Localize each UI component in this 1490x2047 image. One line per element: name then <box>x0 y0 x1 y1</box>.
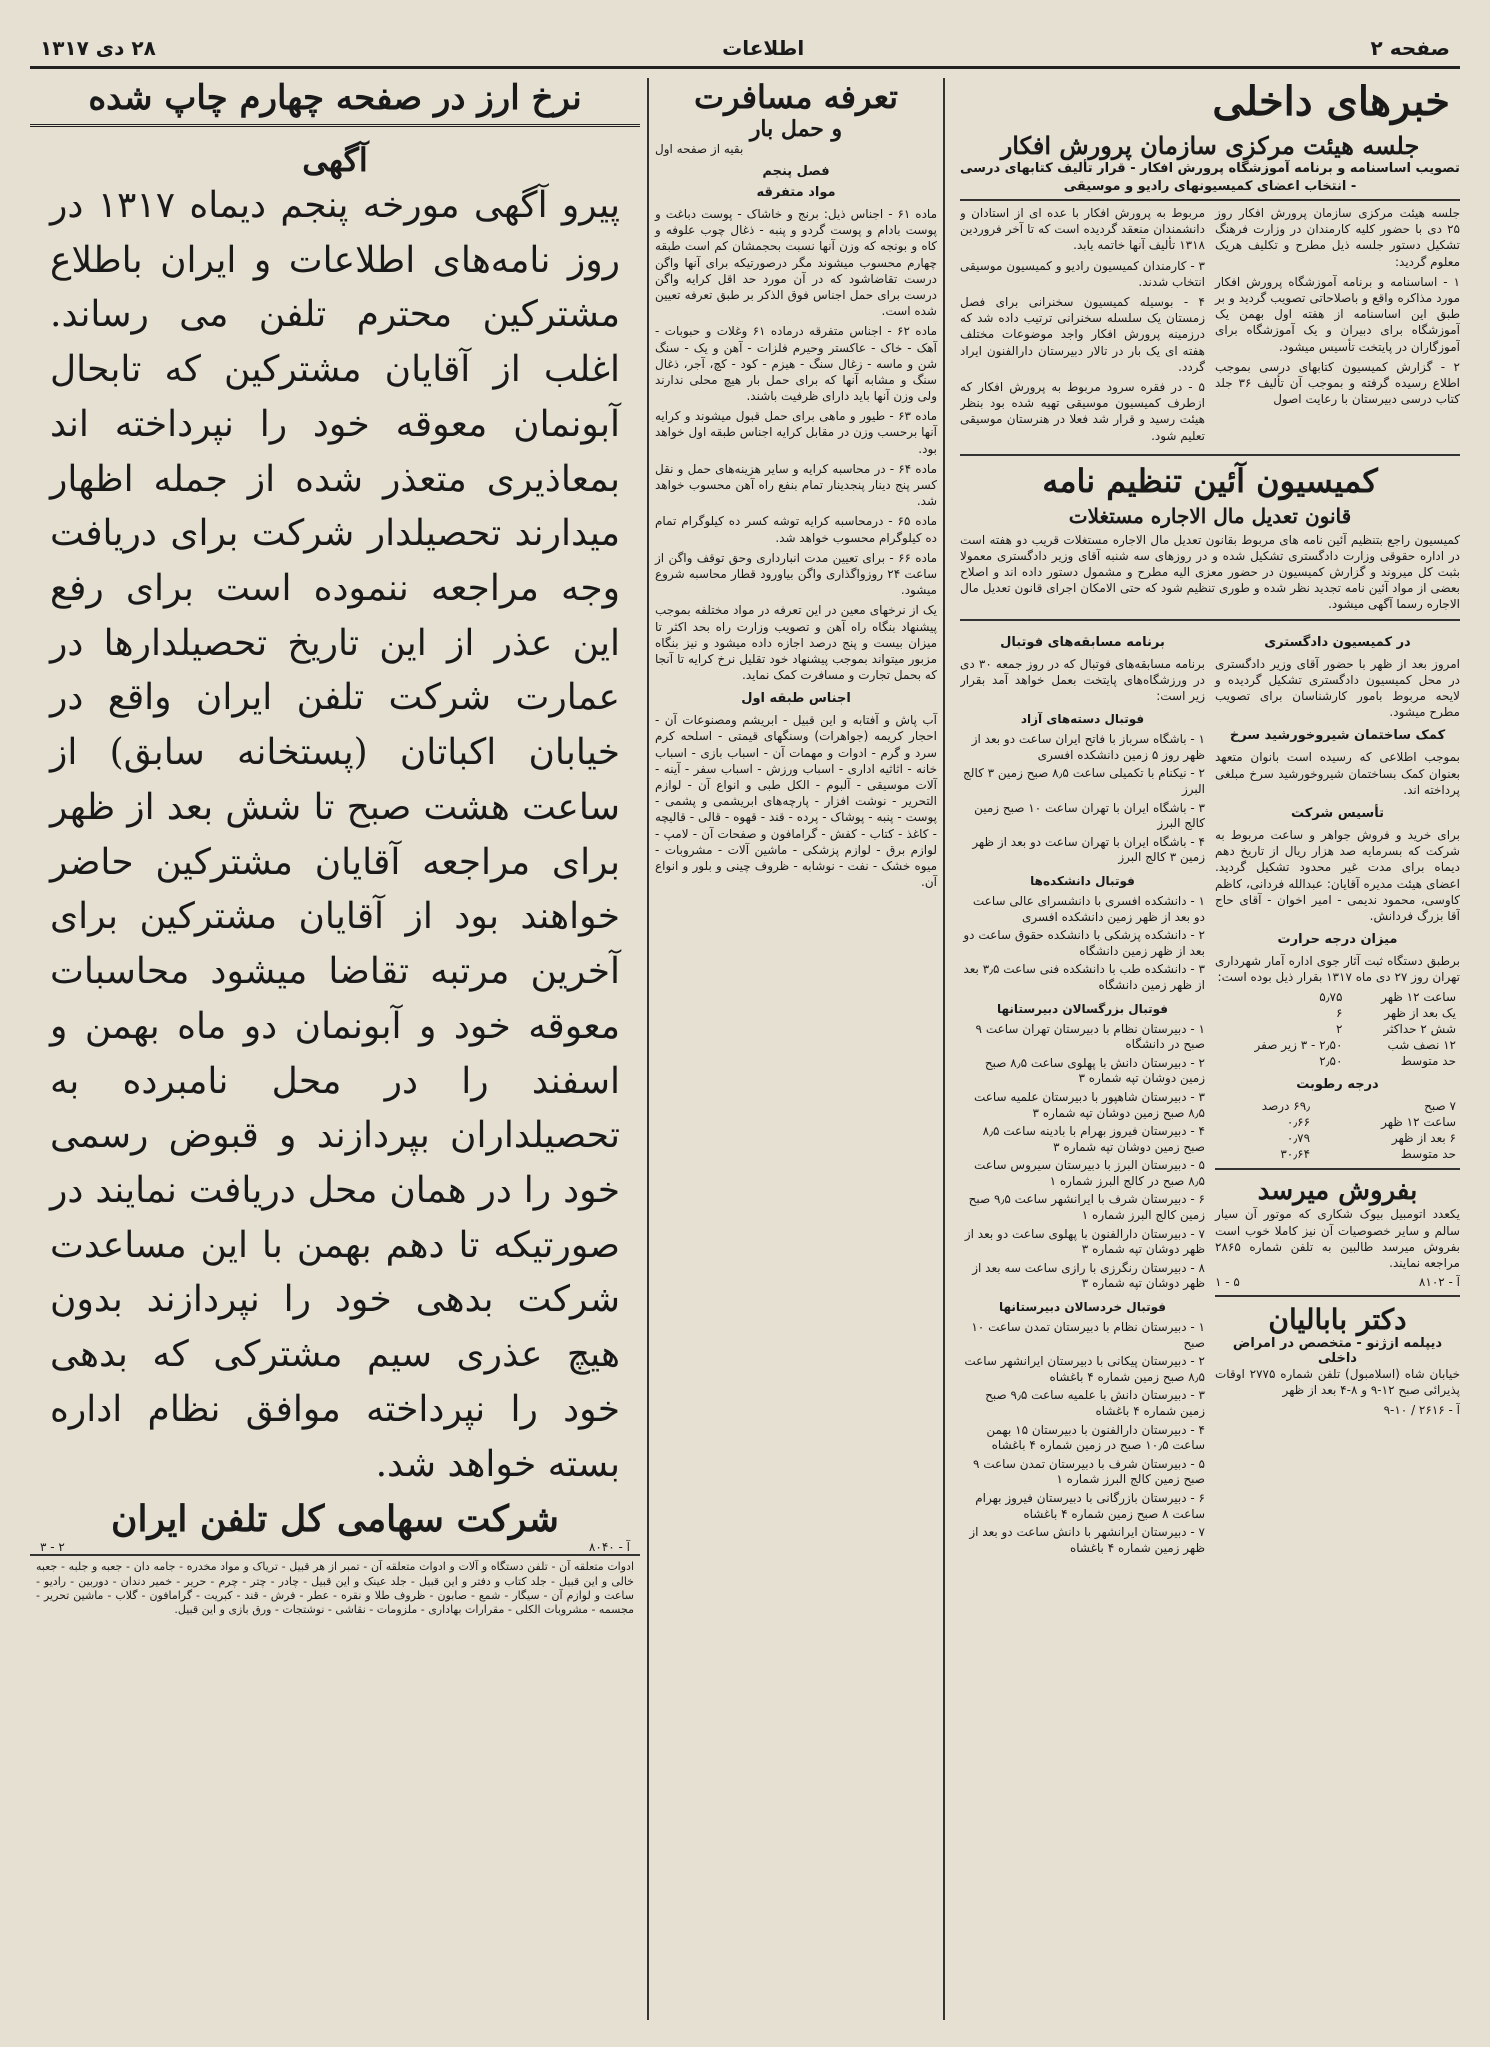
company-title: تأسیس شرکت <box>1291 805 1384 821</box>
list-item: ۱ - باشگاه سرباز با فاتح ایران ساعت دو بعد از ظهر روز ۵ زمین دانشکده افسری <box>971 732 1205 762</box>
ad-title: آگهی <box>302 141 368 179</box>
article-paragraph: ماده ۶۳ - طیور و ماهی برای حمل قبول میشوند و کرایه آنها برحسب وزن در مقابل کرایه اجناس طبقه اول خواهد بود. <box>655 409 937 456</box>
temp-text: برطبق دستگاه ثبت آثار جوی اداره آمار شهرداری تهران روز ۲۷ دی ماه ۱۳۱۷ بقرار ذیل بوده است: <box>1215 954 1460 985</box>
article-paragraph: ماده ۶۶ - برای تعیین مدت انبارداری وحق توقف واگن از ساعت ۲۴ روزواگذاری واگن بیاورود قطار محاسبه شروع میشود. <box>655 550 938 598</box>
table-row: حد متوسط ۳۰٫۶۴ <box>1280 1147 1456 1162</box>
meeting-subtitle: تصویب اساسنامه و برنامه آموزشگاه پرورش افکار - قرار تألیف کتابهای درسی - انتخاب اعضای کمیسیونهای رادیو و موسیقی <box>960 160 1460 201</box>
list-item: ۵ - دبیرستان شرف با دبیرستان تمدن ساعت ۹ صبح زمین کالج البرز شماره ۱ <box>972 1456 1205 1487</box>
football-group-title: فوتبال بزرگسالان دبیرستانها <box>997 1001 1168 1016</box>
list-item: ۱ - دانشکده افسری با دانشسرای عالی ساعت دو بعد از ظهر زمین دانشکده افسری <box>972 893 1205 924</box>
redlion-title: کمک ساختمان شیروخورشید سرخ <box>1229 728 1446 744</box>
football-group-title: فوتبال دانشکده‌ها <box>1030 873 1135 888</box>
class-title: اجناس طبقه اول <box>741 691 851 707</box>
table-row: ۱۲ نصف شب ۲٫۵۰ - ۳ زیر صفر <box>1254 1038 1456 1053</box>
continued-note: بقیه از صفحه اول <box>655 142 744 156</box>
paper-name: اطلاعات <box>722 36 805 60</box>
table-row: ساعت ۱۲ ظهر ۰٫۶۶ <box>1286 1115 1456 1130</box>
football-program <box>960 627 1205 1560</box>
lower-right-block <box>960 627 1460 1560</box>
table-row: ۶ بعد از ظهر ۰٫۷۹ <box>1286 1131 1456 1146</box>
table-row: حد متوسط ۲٫۵۰ <box>1319 1054 1456 1069</box>
football-group-title: فوتبال دسته‌های آزاد <box>1020 712 1145 727</box>
list-item: ۲ - دبیرستان دانش با پهلوی ساعت ۸٫۵ صبح زمین دوشان تپه شماره ۳ <box>984 1055 1205 1086</box>
table-row: ساعت ۱۲ ظهر ۵٫۷۵ <box>1319 990 1456 1005</box>
meeting-text: مربوط به پرورش افکار با عده ای از استادان و دانشمندان منعقد گردیده است که تا آخر فروردین ۱۳۱۸ تألیف آنها خاتمه یابد. <box>960 206 1205 253</box>
table-row: ۷ صبح ۶۹٫ درصد <box>1261 1099 1456 1114</box>
section-title: خبرهای داخلی <box>1212 78 1450 125</box>
football-title: برنامه مسابقه‌های فوتبال <box>1000 634 1165 650</box>
doctor-code: آ - ۲۶۱۶ / ۱۰-۹ <box>1383 1402 1460 1417</box>
meeting-text: ۲ - گزارش کمیسیون کتابهای درسی بموجب اطلاع رسیده گرفته و بموجب آن تألیف ۳۶ جلد کتاب درسی دبیرستان با رعایت اصول <box>1215 359 1460 407</box>
list-item: ۲ - دانشکده پزشکی با دانشکده حقوق ساعت دو بعد از ظهر زمین دانشگاه <box>963 928 1205 958</box>
list-item: ۱ - دبیرستان نظام با دبیرستان تمدن ساعت ۱۰ صبح <box>971 1320 1205 1350</box>
article-paragraph: ماده ۶۲ - اجناس متفرقه درماده ۶۱ وغلات و حبوبات - آهک - خاک - عاکستر وحیرم فلزات - آهن و یک - سنگ شن و ماسه - زغال سنگ - هیزم - کود - کچ، آجر، ذغال سنگ و مشابه آنها که برای حمل بار هیچ محلی ندارند ولی وزن آنها باید دارای ظرفیت باشند. <box>655 324 938 404</box>
meeting-text: ۳ - کارمندان کمیسیون رادیو و کمیسیون موسیقی انتخاب شدند. <box>960 258 1205 289</box>
list-item: ۴ - باشگاه ایران با تهران ساعت دو بعد از ظهر زمین ۳ کالج البرز <box>972 834 1205 865</box>
article-paragraph: یک از نرخهای معین در این تعرفه در مواد مختلفه بموجب پیشنهاد بنگاه راه آهن و تصویب وزارت راه بحد اکثر تا میزان بیست و پنج درصد اجازه داده میشود و نیز بنگاه مزبور میتواند بموجب پیشنهاد خود تقلیل نرخ کرایه تا آنجا که بحمل تجارت و مسافرت کمک نماید. <box>655 603 937 683</box>
commission-title: کمیسیون آئین تنظیم نامه <box>1042 461 1378 500</box>
tariff-subtitle: و حمل بار <box>749 116 843 142</box>
issue-date: ۲۸ دی ۱۳۱۷ <box>40 36 156 60</box>
list-item: ۷ - دبیرستان ایرانشهر با دانش ساعت دو بعد از ظهر زمین شماره ۴ باغشاه <box>969 1525 1205 1555</box>
list-item: ۷ - دبیرستان دارالفنون با پهلوی ساعت دو بعد از ظهر دوشان تپه شماره ۳ <box>964 1226 1205 1257</box>
class-text: آب پاش و آفتابه و این قبیل - ابریشم ومصنوعات آن - احجار کریمه (جواهرات) وسنگهای قیمتی - اسلحه کرم سرد و گرم - ادوات و مهمات آن - اسباب بازی - اسباب خانه - اثاثیه اداری - اسباب ورزش - اسباب سفر - آینه - آلات موسیقی - آلبوم - الکل طبی و انواع آن - لوازم التحریر - نوشت افزار - پارچه‌های ابریشمی و پشمی - پوست - پنبه - پوشاک - پرده - قند - قهوه - قالی - قالیچه - کاغذ - کتاب - کفش - گرامافون و صفحات آن - لامپ - لوازم برق - لوازم پزشکی - ماشین آلات - مشروبات - میوه خشک - نفت - نوشابه - ظروف چینی و بلور و انواع آن. <box>655 713 937 890</box>
temp-table <box>1215 989 1460 1069</box>
list-item: ۸ - دبیرستان رنگرزی با رازی ساعت سه بعد از ظهر دوشان تپه شماره ۳ <box>972 1260 1205 1291</box>
humidity-title: درجه رطوبت <box>1296 1077 1379 1093</box>
article-paragraph: ماده ۶۵ - درمحاسبه کرایه توشه کسر ده کیلوگرام تمام ده کیلوگرام محسوب خواهد شد. <box>655 514 937 545</box>
football-intro: برنامه مسابقه‌های فوتبال که در روز جمعه ۳۰ دی در ورزشگاه‌های پایتخت بعمل خواهد آمد بقرار زیر است: <box>960 656 1205 704</box>
company-text: برای خرید و فروش جواهر و ساعت مربوط به شرکت که بسرمایه صد هزار ریال از تاریخ دهم دیماه برای مدت غیر محدود تشکیل گردید. اعضای هیئت مدیره آقایان: عبدالله فردانی، کاظم کاوسی، محمود ندیمی - امیر اخوان - آقای حاج آقا بزرگ فردانش. <box>1215 827 1460 923</box>
middle-column <box>647 78 945 2020</box>
subsection-heading: مواد متفرقه <box>756 185 836 200</box>
section-heading: فصل پنجم <box>762 164 830 179</box>
table-row: یک بعد از ظهر ۶ <box>1335 1006 1456 1021</box>
doctor-title: دکتر بابالیان <box>1268 1303 1407 1337</box>
ad-codes: آ - ۸۰۴۰ ۲ - ۳ <box>30 1540 640 1556</box>
commission-text: کمیسیون راجع بتنظیم آئین نامه های مربوط بقانون تعدیل مال الاجاره مستغلات قریب دو هفته است در اداره حقوقی وزارت دادگستری تشکیل شده و در روزهای سه شنبه آقای وزیر دادگستری معمولا بثبت کل میروند و گزارش کمیسیون در حضور معزی الیه مطرح و مشمول دستور داده اند و اصلاح بعضی از مواد آئین نامه تجدید نظر شده و طوری تنظیم شود که حتی الامکان اجرای قانون تعدیل مال الاجاره رسما آگهی میشود. <box>960 532 1460 612</box>
redlion-text: بموجب اطلاعی که رسیده است بانوان متعهد بعنوان کمک بساختمان شیروخورشید سرخ مبلغی پرداخته اند. <box>1215 750 1460 797</box>
tariff-title: تعرفه مسافرت <box>693 78 899 116</box>
list-item: ۶ - دبیرستان بازرگانی با دبیرستان فیروز بهرام ساعت ۸ صبح زمین شماره ۴ باغشاه <box>975 1490 1205 1521</box>
list-item: ۲ - نیکنام با تکمیلی ساعت ۸٫۵ صبح زمین ۳ کالج البرز <box>963 766 1205 796</box>
humidity-table <box>1215 1098 1460 1162</box>
sale-text: یکعدد اتومبیل بیوک شکاری که موتور آن سیار سالم و سایر خصوصیات آن نیز کاملا خوب است بفروش میرسد طالبین به تلفن شماره ۲۸۶۵ مراجعه نمایند. <box>1215 1207 1460 1271</box>
list-item: ۳ - دبیرستان شاهپور با دبیرستان علمیه ساعت ۸٫۵ صبح زمین دوشان تپه شماره ۳ <box>973 1089 1205 1120</box>
commission-subtitle: قانون تعدیل مال الاجاره مستغلات <box>1068 503 1352 528</box>
article-paragraph: ماده ۶۴ - در محاسبه کرایه و سایر هزینه‌های حمل و نقل کسر پنج دینار پنجدینار تمام بنفع راه آهن محسوب خواهد شد. <box>655 461 938 509</box>
right-column <box>960 78 1460 2020</box>
meeting-title: جلسه هیئت مرکزی سازمان پرورش افکار <box>1000 131 1420 160</box>
doctor-address: خیابان شاه (اسلامبول) تلفن شماره ۲۷۷۵ اوقات پذیرائی صبح ۱۲-۹ و ۸-۴ بعد از ظهر <box>1215 1367 1460 1398</box>
list-item: ۳ - دبیرستان دانش با علمیه ساعت ۹٫۵ صبح زمین شماره ۴ باغشاه <box>985 1388 1205 1418</box>
meeting-text: ۱ - اساسنامه و برنامه آموزشگاه پرورش افکار مورد مذاکره واقع و باصلاحاتی تصویب گردید و بر طبق این اساسنامه از هفته اول بهمن یک آموزشگاه برای دبیران و یک آموزشگاه برای آموزگاران در پایتخت تأسیس میشود. <box>1215 274 1460 354</box>
meeting-text: ۴ - بوسیله کمیسیون سخنرانی برای فصل زمستان یک سلسله سخنرانی ترتیب داده شد که درزمینه پرورش افکار واجد موضوعات مختلف هفته ای یک بار در تالار دبیرستان دارالفنون ایراد گردد. <box>960 295 1205 374</box>
masthead <box>30 30 1460 69</box>
left-column <box>30 78 640 2020</box>
page-label: صفحه ۲ <box>1370 36 1450 60</box>
bottom-list: ادوات متعلقه آن - تلفن دستگاه و آلات و ادوات متعلقه آن - تمبر از هر قبیل - تریاک و مواد مخدره - جامه دان - جعبه و جلبه - جعبه خالی و این قبیل - جلد کتاب و دفتر و این قبیل - جلد عینک و این قبیل - چادر - چتر - چرم - حریر - خمیر دندان - دوربین - رادیو - ساعت و لوازم آن - سیگار - شمع - صابون - ظروف طلا و نقره - عطر - فرش - قند - کبریت - گرامافون - گلاب - ماشین تحریر - مجسمه - مشروبات الکلی - مقرارات بهاداری - ملزومات - نقاشی - نوشتجات - ورق بازی و این قبیل. <box>36 1560 634 1617</box>
brief-news <box>1215 627 1460 1560</box>
article-paragraph: ماده ۶۱ - اجناس ذیل: برنج و خاشاک - پوست دباغت و پوست بادام و پوست گردو و پنبه - ذغال چوب علوفه و کاه و بونجه که وزن آنها نسبت بحجمشان کم است طبقه چهارم محسوب میشوند مگر درصورتیکه برای آنها واگن درست تقاضاشود که در آن مورد حد اقل کرایه واگن درست برای حمل اجناس فوق الذکر بر طبق تعرفه تعیین شده است. <box>655 207 938 319</box>
ad-body: پیرو آگهی مورخه پنجم دیماه ۱۳۱۷ در روز نامه‌های اطلاعات و ایران باطلاع مشترکین محترم تلفن می رساند. اغلب از آقایان مشترکین که تابحال آبونمان معوقه خود را نپرداخته اند بمعاذیری متعذر شده از جمله اظهار میدارند تحصیلدار شرکت برای دریافت وجه مراجعه ننموده است برای رفع این عذر از این تاریخ تحصیلدارها در عمارت شرکت تلفن ایران واقع در خیابان اکباتان (پستخانه سابق) از ساعت هشت صبح تا شش بعد از ظهر برای مراجعه آقایان مشترکین حاضر خواهند بود از آقایان مشترکین برای آخرین مرتبه تقاضا میشود محاسبات معوقه خود و آبونمان دو ماه بهمن و اسفند را در محل نامبرده به تحصیلداران بپردازند و قبوض رسمی خود را در همان محل دریافت نمایند در صورتیکه تا دهم بهمن با این مساعدت شرکت بدهی خود را نپردازند بدون هیچ عذری سیم مشترکی که بدهی خود را نپرداخته موافق نظام اداره بسته خواهد شد. <box>50 185 621 1485</box>
doctor-text: دیپلمه ازژنو - متخصص در امراض داخلی <box>1232 1336 1443 1367</box>
sale-codes: آ - ۸۱۰۲ ۵ - ۱ <box>1215 1275 1460 1290</box>
sale-title: بفروش میرسد <box>1257 1176 1418 1207</box>
ad-signature: شرکت سهامی کل تلفن ایران <box>111 1498 559 1541</box>
list-item: ۵ - دبیرستان البرز با دبیرستان سیروس ساعت ۸٫۵ صبح در کالج البرز شماره ۱ <box>973 1158 1205 1188</box>
table-row: شش ۲ حداکثر ۲ <box>1335 1022 1456 1037</box>
list-item: ۱ - دبیرستان نظام با دبیرستان تهران ساعت ۹ صبح در دانشگاه <box>975 1021 1205 1052</box>
newspaper-page <box>30 30 1460 2020</box>
court-text: امروز بعد از ظهر با حضور آقای وزیر دادگستری در محل کمیسیون دادگستری تشکیل گردیده و لایحه مربوط بامور کارشناسان برای تصویب مطرح میشود. <box>1215 656 1460 720</box>
list-item: ۶ - دبیرستان شرف با ایرانشهر ساعت ۹٫۵ صبح زمین کالج البرز شماره ۱ <box>968 1192 1205 1223</box>
football-group-title: فوتبال خردسالان دبیرستانها <box>999 1300 1166 1315</box>
list-item: ۴ - دبیرستان فیروز بهرام با بادینه ساعت ۸٫۵ صبح زمین دوشان تپه شماره ۳ <box>982 1124 1205 1154</box>
meeting-body <box>960 205 1460 448</box>
list-item: ۳ - دانشکده طب با دانشکده فنی ساعت ۳٫۵ بعد از ظهر زمین دانشگاه <box>963 962 1205 992</box>
meeting-text: جلسه هیئت مرکزی سازمان پرورش افکار روز ۲۵ دی با حضور کلیه کارمندان در وزارت فرهنگ تشکیل دستور جلسه ذیل مطرح و تکلیف هریک معلوم گردید: <box>1215 206 1460 269</box>
list-item: ۴ - دبیرستان دارالفنون با دبیرستان ۱۵ بهمن ساعت ۱۰٫۵ صبح در زمین شماره ۴ باغشاه <box>986 1422 1205 1453</box>
meeting-text: ۵ - در فقره سرود مربوط به پرورش افکار که ازطرف کمیسیون موسیقی تهیه شده بود بنظر هیئت رسید و قرار شد فعلا در هنرستان موسیقی تعلیم شود. <box>960 379 1205 443</box>
court-title: در کمیسیون دادگستری <box>1264 634 1411 650</box>
list-item: ۲ - دبیرستان پیکانی با دبیرستان ایرانشهر ساعت ۸٫۵ صبح زمین شماره ۴ باغشاه <box>964 1354 1205 1384</box>
exchange-banner: نرخ ارز در صفحه چهارم چاپ شده <box>30 78 640 127</box>
list-item: ۳ - باشگاه ایران با تهران ساعت ۱۰ صبح زمین کالج البرز <box>974 800 1205 831</box>
temp-title: میزان درجه حرارت <box>1277 932 1398 948</box>
